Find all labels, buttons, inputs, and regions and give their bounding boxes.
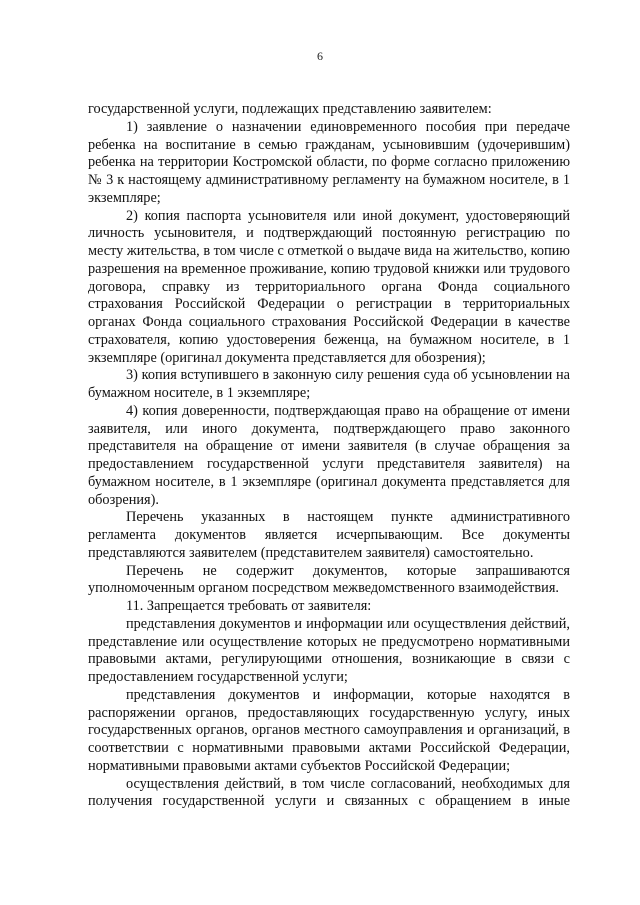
paragraph: осуществления действий, в том числе согласований, необходимых для получения государственной услуги и связанных с обращением в иные [88, 775, 570, 810]
paragraph: представления документов и информации или осуществления действий, представление или осуществление которых не предусмотрено нормативными правовыми актами, регулирующими отношения, возникающие в связи с предоставлением государственной услуги; [88, 615, 570, 685]
paragraph: представления документов и информации, которые находятся в распоряжении органов, предоставляющих государственную услугу, иных государственных органов, органов местного самоуправления и организаций, в соответствии с нормативными правовыми актами Российской Федерации, нормативными правовыми актами субъектов Российской Федерации; [88, 686, 570, 774]
paragraph: Перечень не содержит документов, которые запрашиваются уполномоченным органом посредством межведомственного взаимодействия. [88, 562, 570, 597]
paragraph: 1) заявление о назначении единовременного пособия при передаче ребенка на воспитание в семью гражданам, усыновившим (удочерившим) ребенка на территории Костромской области, по форме согласно приложению № 3 к настоящему административному регламенту на бумажном носителе, в 1 экземпляре; [88, 118, 570, 206]
paragraph: 2) копия паспорта усыновителя или иной документ, удостоверяющий личность усыновителя, и подтверждающий постоянную регистрацию по месту жительства, в том числе с отметкой о выдаче вида на жительство, копию разрешения на временное проживание, копию трудовой книжки или трудового договора, справку из территориального органа Фонда социального страхования Российской Федерации о регистрации в территориальных органах Фонда социального страхования Российской Федерации в качестве страхователя, копию удостоверения беженца, на бумажном носителе, в 1 экземпляре (оригинал документа представляется для обозрения); [88, 207, 570, 366]
paragraph: государственной услуги, подлежащих представлению заявителем: [88, 101, 492, 117]
page-number: 6 [317, 49, 323, 63]
paragraph: Перечень указанных в настоящем пункте административного регламента документов является исчерпывающим. Все документы представляются заявителем (представителем заявителя) самостоятельно. [88, 509, 570, 561]
paragraph: 4) копия доверенности, подтверждающая право на обращение от имени заявителя, или иного документа, подтверждающего право законного представителя на обращение от имени заявителя (в случае обращения за предоставлением государственной услуги представителя заявителя) на бумажном носителе, в 1 экземпляре (оригинал документа представляется для обозрения). [88, 402, 570, 508]
document-body [88, 101, 570, 811]
paragraph: 11. Запрещается требовать от заявителя: [126, 598, 372, 614]
paragraph: 3) копия вступившего в законную силу решения суда об усыновлении на бумажном носителе, в 1 экземпляре; [88, 367, 570, 401]
